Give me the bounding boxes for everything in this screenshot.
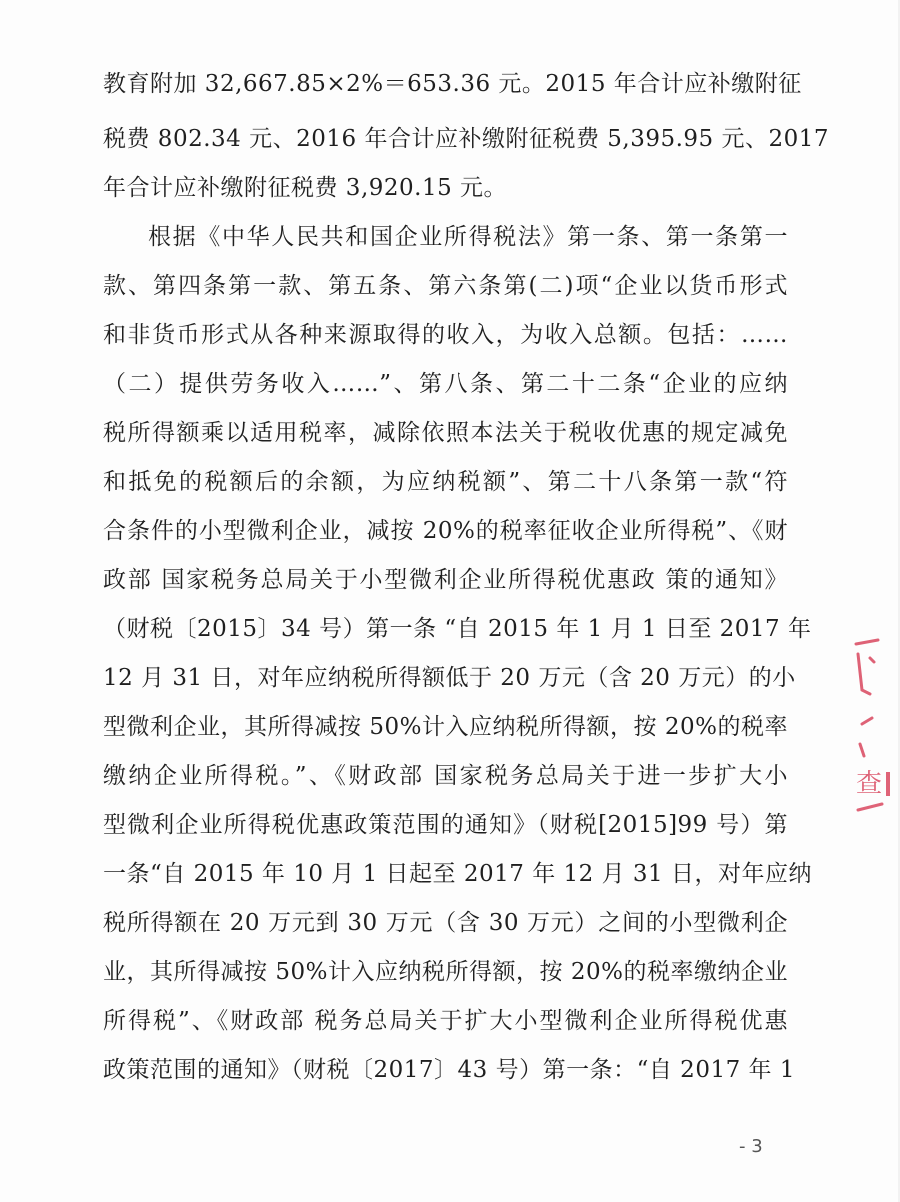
text-line-14: 型微利企业，其所得减按 50%计入应纳税所得额，按 20%的税率	[103, 714, 788, 740]
text-line-16: 型微利企业所得税优惠政策范围的通知》（财税[2015]99 号）第	[103, 812, 788, 838]
text-line-21: 政策范围的通知》（财税〔2017〕43 号）第一条：“自 2017 年 1	[103, 1057, 795, 1083]
text-line-8: 税所得额乘以适用税率，减除依照本法关于税收优惠的规定减免	[103, 420, 788, 446]
text-line-3: 年合计应补缴附征税费 3,920.15 元。	[103, 175, 508, 201]
text-line-9: 和抵免的税额后的余额，为应纳税额”、第二十八条第一款“符	[103, 469, 788, 495]
text-line-5: 款、第四条第一款、第五条、第六条第(二)项“企业以货币形式	[103, 273, 788, 299]
seal-stamp-icon	[848, 632, 900, 832]
page-number: - 3	[739, 1136, 763, 1157]
text-line-17: 一条“自 2015 年 10 月 1 日起至 2017 年 12 月 31 日，对年应纳	[103, 861, 812, 887]
text-line-18: 税所得额在 20 万元到 30 万元（含 30 万元）之间的小型微利企	[103, 910, 788, 936]
text-line-4: 根据《中华人民共和国企业所得税法》第一条、第一条第一	[148, 224, 788, 250]
text-line-10: 合条件的小型微利企业，减按 20%的税率征收企业所得税”、《财	[103, 518, 788, 544]
text-line-12: （财税〔2015〕34 号）第一条 “自 2015 年 1 月 1 日至 2017 年	[103, 616, 812, 642]
red-seal-stamp-partial	[848, 632, 900, 832]
text-line-1: 教育附加 32,667.85×2%＝653.36 元。2015 年合计应补缴附征	[103, 71, 802, 97]
text-line-19: 业，其所得减按 50%计入应纳税所得额，按 20%的税率缴纳企业	[103, 959, 788, 985]
text-line-13: 12 月 31 日，对年应纳税所得额低于 20 万元（含 20 万元）的小	[103, 665, 796, 691]
text-line-6: 和非货币形式从各种来源取得的收入，为收入总额。包括：……	[103, 322, 788, 348]
text-line-11: 政部 国家税务总局关于小型微利企业所得税优惠政 策的通知》	[103, 567, 788, 593]
text-line-15: 缴纳企业所得税。”、《财政部 国家税务总局关于进一步扩大小	[103, 763, 788, 789]
text-line-2: 税费 802.34 元、2016 年合计应补缴附征税费 5,395.95 元、2017	[103, 126, 830, 152]
text-line-7: （二）提供劳务收入……”、第八条、第二十二条“企业的应纳	[103, 371, 788, 397]
text-line-20: 所得税”、《财政部 税务总局关于扩大小型微利企业所得税优惠	[103, 1008, 788, 1034]
seal-glyph: 查	[856, 769, 883, 799]
